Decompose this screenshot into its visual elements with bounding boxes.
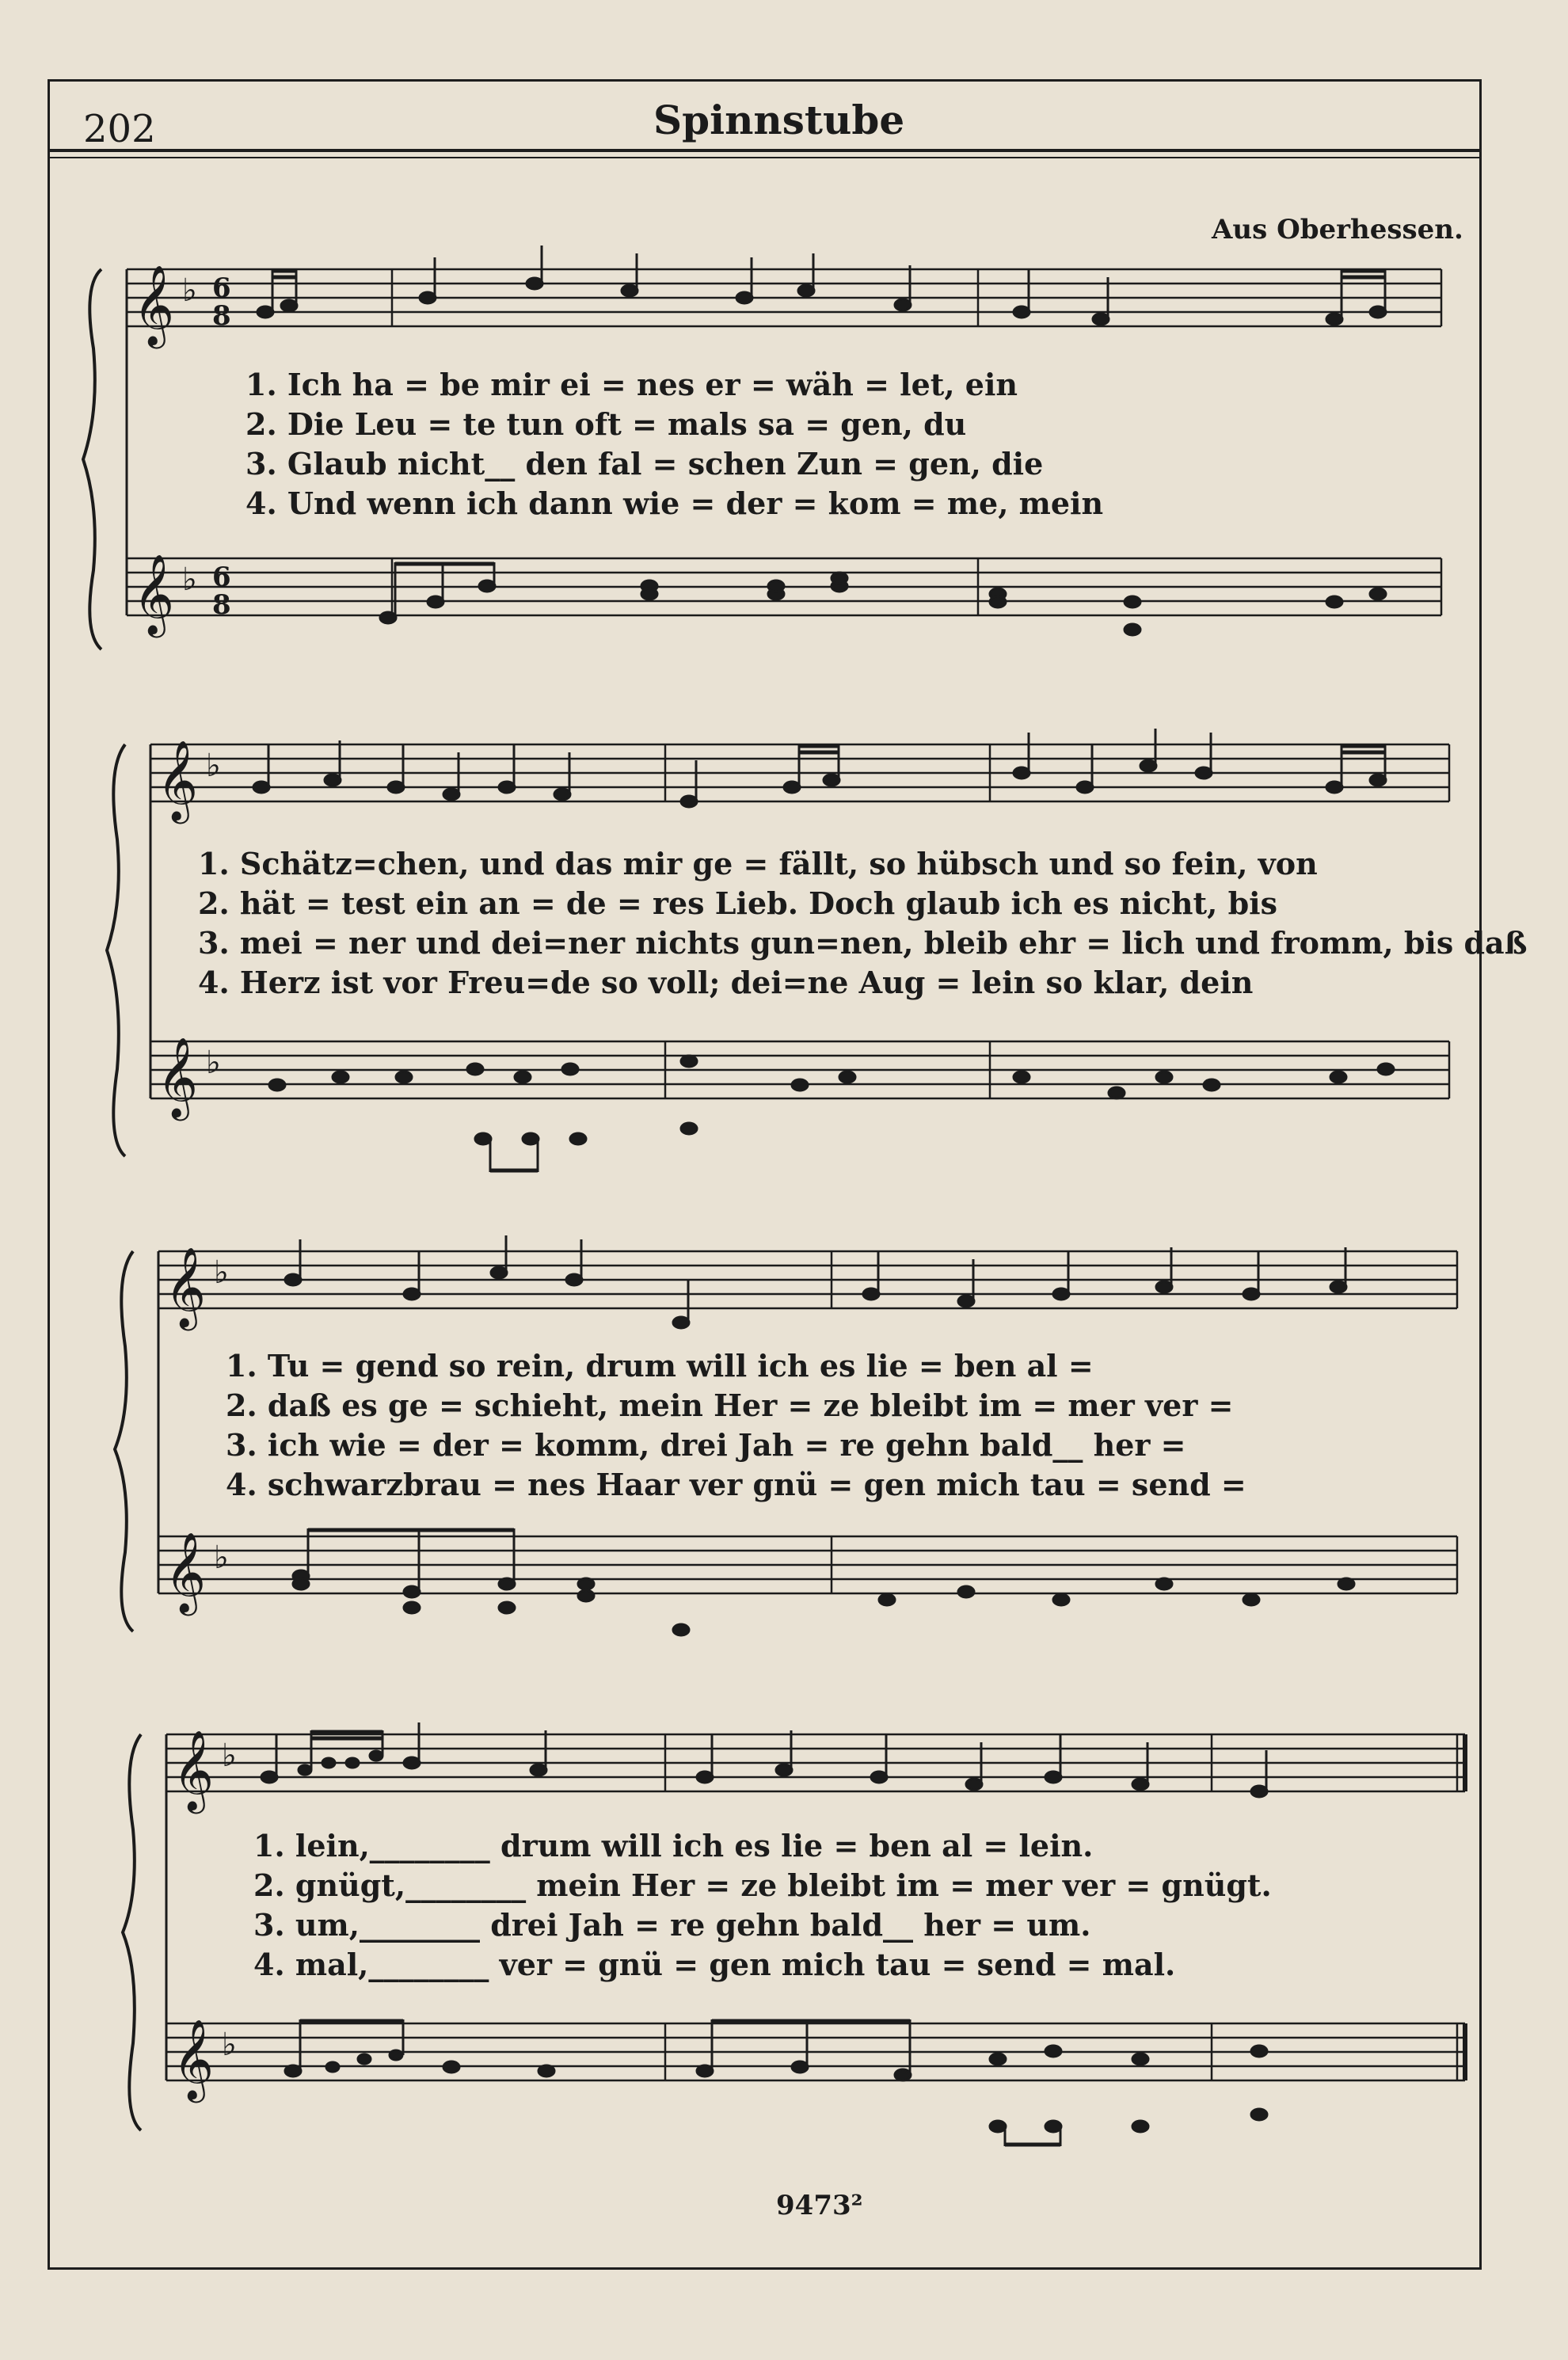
svg-text:8: 8 — [212, 300, 231, 332]
svg-text:♭: ♭ — [182, 561, 197, 598]
verse-line: 2. gnügt,________ mein Her = ze bleibt im = mer ver = gnügt. — [253, 1867, 1272, 1903]
svg-text:♭: ♭ — [206, 1045, 221, 1081]
header-rule — [48, 149, 1479, 152]
svg-text:♭: ♭ — [222, 2027, 237, 2063]
verse-line: 1. lein,________ drum will ich es lie = ben al = lein. — [253, 1828, 1094, 1863]
verse-line: 1. Tu = gend so rein, drum will ich es lie = ben al = — [226, 1348, 1094, 1384]
svg-text:𝄞: 𝄞 — [173, 2018, 215, 2099]
svg-text:♭: ♭ — [214, 1540, 229, 1576]
verse-line: 3. ich wie = der = komm, drei Jah = re gehn bald__ her = — [226, 1427, 1186, 1463]
attribution: Aus Oberhessen. — [1212, 214, 1463, 246]
svg-text:8: 8 — [212, 589, 231, 621]
page-title: Spinnstube — [653, 97, 905, 143]
svg-text:6: 6 — [212, 561, 231, 593]
verse-line: 2. daß es ge = schieht, mein Her = ze bleibt im = mer ver = — [226, 1387, 1234, 1423]
header-rule-inner — [48, 157, 1479, 158]
svg-text:6: 6 — [212, 272, 231, 304]
verse-line: 1. Ich ha = be mir ei = nes er = wäh = let, ein — [245, 367, 1018, 402]
verse-line: 2. hät = test ein an = de = res Lieb. Doch glaub ich es nicht, bis — [198, 885, 1277, 921]
verse-line: 3. um,________ drei Jah = re gehn bald__ her = um. — [253, 1907, 1091, 1943]
svg-text:𝄞: 𝄞 — [173, 1729, 215, 1810]
svg-text:𝄞: 𝄞 — [165, 1531, 207, 1612]
verse-line: 3. Glaub nicht__ den fal = schen Zun = gen, die — [245, 446, 1044, 482]
svg-text:♭: ♭ — [222, 1738, 237, 1774]
svg-text:𝄞: 𝄞 — [133, 553, 175, 634]
svg-text:𝄞: 𝄞 — [157, 1036, 199, 1117]
verse-line: 2. Die Leu = te tun oft = mals sa = gen, du — [245, 406, 967, 442]
svg-text:♭: ♭ — [214, 1254, 229, 1291]
plate-number: 9473² — [776, 2190, 863, 2221]
svg-text:𝄞: 𝄞 — [165, 1246, 207, 1327]
verse-line: 4. Und wenn ich dann wie = der = kom = me, mein — [245, 485, 1104, 521]
svg-text:𝄞: 𝄞 — [157, 739, 199, 820]
svg-text:♭: ♭ — [182, 272, 197, 309]
verse-line: 4. Herz ist vor Freu=de so voll; dei=ne Aug = lein so klar, dein — [198, 965, 1254, 1000]
svg-text:♭: ♭ — [206, 748, 221, 784]
verse-line: 3. mei = ner und dei=ner nichts gun=nen, bleib ehr = lich und fromm, bis daß — [198, 925, 1528, 961]
page-number: 202 — [83, 107, 156, 151]
verse-line: 1. Schätz=chen, und das mir ge = fällt, so hübsch und so fein, von — [198, 846, 1318, 881]
verse-line: 4. schwarzbrau = nes Haar ver gnü = gen mich tau = send = — [226, 1467, 1246, 1502]
verse-line: 4. mal,________ ver = gnü = gen mich tau = send = mal. — [253, 1947, 1176, 1982]
svg-text:𝄞: 𝄞 — [133, 264, 175, 345]
